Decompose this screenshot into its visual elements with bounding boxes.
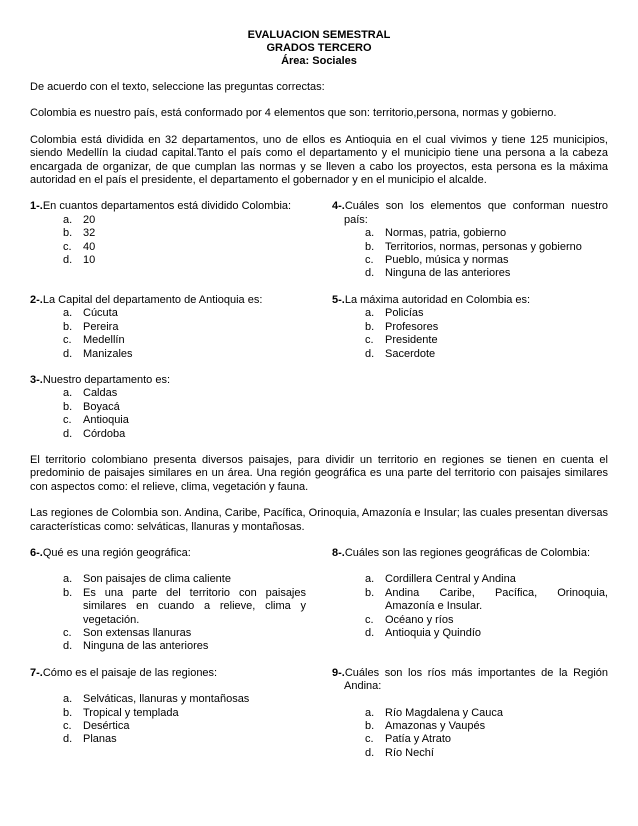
question-text xyxy=(332,294,608,307)
option-item[interactable]: a. Son paisajes de clima caliente xyxy=(63,573,231,586)
option-item[interactable]: c. 40 xyxy=(63,240,96,253)
option-item[interactable]: d. Antioquia y Quindío xyxy=(365,627,482,639)
option-item[interactable]: c. Antioquia xyxy=(63,414,129,427)
option-item[interactable]: b. Andina Caribe, Pacífica, Orinoquia, Amazonía e Insular. xyxy=(365,586,608,613)
option-item[interactable]: b. Territorios, normas, personas y gobierno xyxy=(365,240,582,253)
question-5 xyxy=(332,294,608,361)
option-item[interactable]: a. Normas, patria, gobierno xyxy=(365,227,507,240)
question-number: 7-. xyxy=(30,666,43,679)
question-prompt: Nuestro departamento es: xyxy=(42,373,171,386)
option-item[interactable]: a. Selváticas, llanuras y montañosas xyxy=(63,693,250,706)
question-prompt: Qué es una región geográfica: xyxy=(42,546,191,559)
question-number: 3-. xyxy=(30,373,43,386)
header xyxy=(30,29,608,68)
question-text xyxy=(30,547,306,560)
option-item[interactable]: a. 20 xyxy=(63,213,96,226)
document-page xyxy=(30,29,608,760)
question-row-4 xyxy=(30,667,608,760)
option-item[interactable]: d. Río Nechí xyxy=(365,746,434,759)
option-item[interactable]: c. Son extensas llanuras xyxy=(63,627,192,639)
question-text xyxy=(30,200,306,213)
question-number: 9-. xyxy=(332,666,345,679)
option-item[interactable]: b. Profesores xyxy=(365,320,439,333)
options-list xyxy=(30,693,306,747)
page-title: EVALUACION SEMESTRAL xyxy=(247,29,391,41)
options-list xyxy=(30,573,306,653)
instruction-text: De acuerdo con el texto, seleccione las preguntas correctas: xyxy=(30,81,325,93)
option-item[interactable]: c. Patía y Atrato xyxy=(365,733,452,746)
question-1 xyxy=(30,200,306,280)
question-prompt: La máxima autoridad en Colombia es: xyxy=(344,293,531,306)
question-text xyxy=(30,667,306,680)
option-item[interactable]: b. 32 xyxy=(63,227,96,240)
question-prompt: Cómo es el paisaje de las regiones: xyxy=(42,666,218,679)
option-item[interactable]: d. Planas xyxy=(63,733,117,746)
question-row-3 xyxy=(30,547,608,654)
option-item[interactable]: b. Es una parte del territorio con paisajes similares en cuando a relieve, clima y vegetación. xyxy=(63,586,306,626)
question-number: 6-. xyxy=(30,546,43,559)
question-8 xyxy=(332,547,608,654)
option-item[interactable]: c. Océano y ríos xyxy=(365,613,454,626)
options-list xyxy=(332,573,608,640)
question-text xyxy=(332,200,608,227)
question-row-2 xyxy=(30,294,608,361)
question-text xyxy=(30,294,306,307)
option-item[interactable]: a. Cúcuta xyxy=(63,307,118,320)
question-number: 1-. xyxy=(30,200,43,213)
question-text xyxy=(30,374,306,387)
option-item[interactable]: d. Ninguna de las anteriores xyxy=(63,640,209,653)
option-item[interactable]: c. Desértica xyxy=(63,720,130,733)
options-list xyxy=(30,214,306,268)
options-list xyxy=(30,307,306,361)
options-list xyxy=(332,707,608,761)
question-number: 8-. xyxy=(332,546,345,559)
middle-paragraph-1: El territorio colombiano presenta diversos paisajes, para dividir un territorio en regiones se tienen en cuenta el predominio de paisajes similares en un área. Una región geográfica es una parte del territorio con paisajes similares con aspectos como: el relieve, clima, vegetación y fauna. xyxy=(30,453,608,493)
question-number: 5-. xyxy=(332,293,345,306)
question-prompt: La Capital del departamento de Antioquia es: xyxy=(42,293,263,306)
option-item[interactable]: d. Córdoba xyxy=(63,427,126,440)
intro-paragraph-1: Colombia es nuestro país, está conformado por 4 elementos que son: territorio,persona, normas y gobierno. xyxy=(30,107,557,120)
question-prompt: Cuáles son los ríos más importantes de la Región Andina: xyxy=(344,666,608,693)
question-number: 2-. xyxy=(30,293,43,306)
grade-label: GRADOS TERCERO xyxy=(266,42,372,54)
question-text xyxy=(332,547,608,560)
option-item[interactable]: a. Río Magdalena y Cauca xyxy=(365,706,504,719)
question-prompt: Cuáles son los elementos que conforman nuestro país: xyxy=(344,200,608,226)
question-6 xyxy=(30,547,306,654)
options-list xyxy=(332,307,608,361)
option-item[interactable]: a. Cordillera Central y Andina xyxy=(365,573,516,586)
option-item[interactable]: a. Policías xyxy=(365,307,424,320)
question-prompt: En cuantos departamentos está dividido Colombia: xyxy=(42,200,292,213)
option-item[interactable]: d. Manizales xyxy=(63,347,133,360)
option-item[interactable]: b. Boyacá xyxy=(63,400,120,413)
question-number: 4-. xyxy=(332,200,345,213)
question-4 xyxy=(332,200,608,280)
option-item[interactable]: b. Pereira xyxy=(63,320,119,333)
option-item[interactable]: c. Presidente xyxy=(365,334,438,347)
question-prompt: Cuáles son las regiones geográficas de Colombia: xyxy=(344,546,591,559)
option-item[interactable]: c. Pueblo, música y normas xyxy=(365,254,509,267)
option-item[interactable]: b. Tropical y templada xyxy=(63,706,179,719)
area-label: Área: Sociales xyxy=(281,55,357,67)
option-item[interactable]: a. Caldas xyxy=(63,387,118,400)
question-7 xyxy=(30,667,306,760)
question-2 xyxy=(30,294,306,361)
intro-paragraph-2: Colombia está dividida en 32 departamentos, uno de ellos es Antioquia en el cual vivimos y tiene 125 municipios, siendo Medellín la ciudad capital.Tanto el país como el departamento y el municipio tiene una persona a la cabeza encargada de organizar, de que cumplan las normas y se lleven a cabo los proyectos, esta persona es la máxima autoridad en el país el presidente, el departamento el gobernador y en el municipio el alcalde. xyxy=(30,133,608,187)
options-list xyxy=(332,227,608,281)
option-item[interactable]: c. Medellín xyxy=(63,334,125,347)
question-3 xyxy=(30,374,306,441)
options-list xyxy=(30,387,306,441)
option-item[interactable]: b. Amazonas y Vaupés xyxy=(365,720,486,733)
question-text xyxy=(332,667,608,694)
question-row-1 xyxy=(30,200,608,280)
option-item[interactable]: d. Ninguna de las anteriores xyxy=(365,267,511,280)
option-item[interactable]: d. Sacerdote xyxy=(365,347,436,360)
option-item[interactable]: d. 10 xyxy=(63,254,96,267)
question-9 xyxy=(332,667,608,760)
middle-paragraph-2: Las regiones de Colombia son. Andina, Caribe, Pacífica, Orinoquia, Amazonía e Insular; las cuales presentan diversas características como: selváticas, llanuras y montañosas. xyxy=(30,507,608,533)
